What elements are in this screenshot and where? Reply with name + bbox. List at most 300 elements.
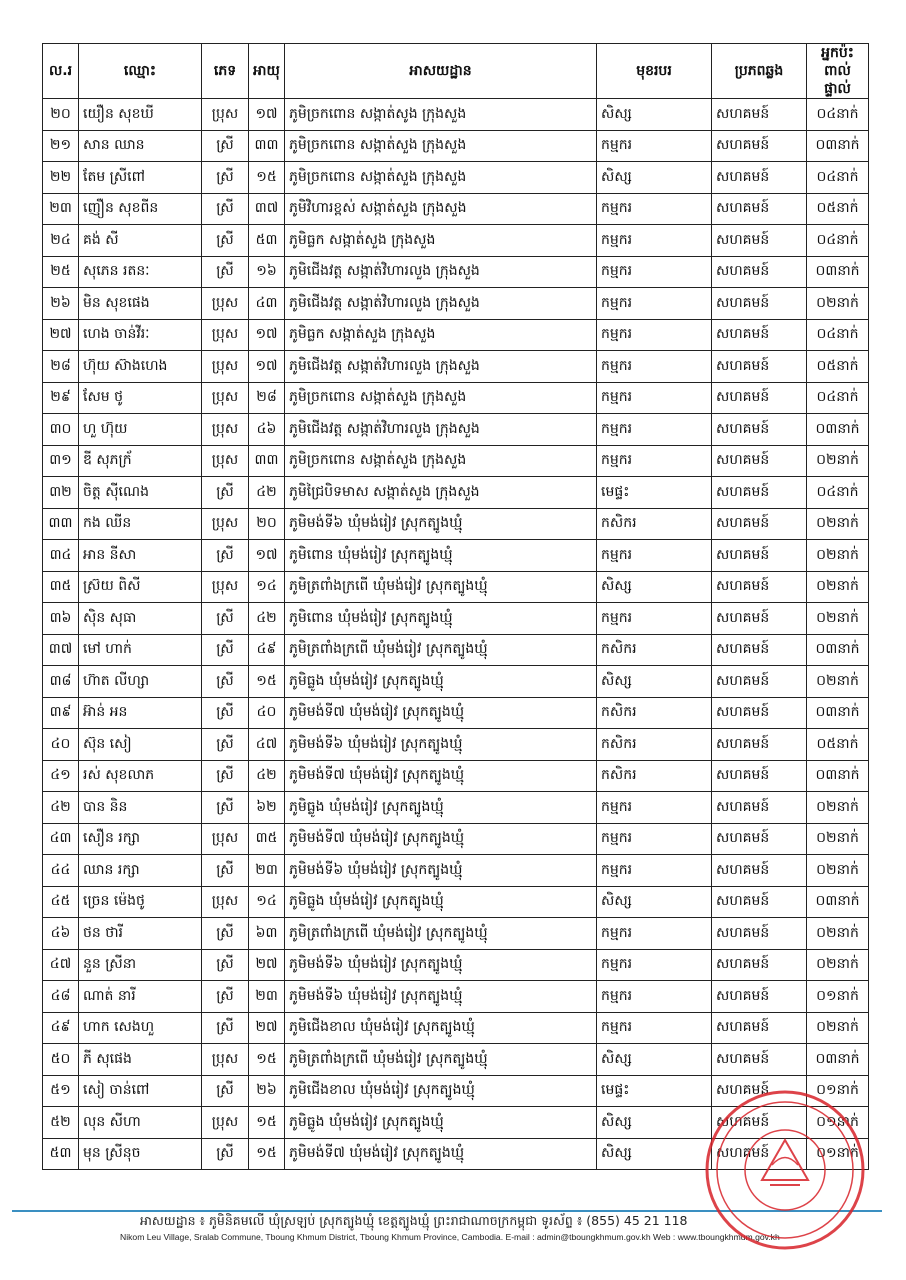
address-cell: ភូមិធ្លូង ឃុំមង់រៀវ ស្រុកត្បូងឃ្មុំ <box>285 1107 597 1139</box>
person-name: សាន ឈាន <box>79 130 202 162</box>
table-row <box>43 162 869 194</box>
row-number: ៣១ <box>43 445 79 477</box>
occupation-cell: កសិករ <box>597 508 712 540</box>
age-cell: ១៤ <box>249 571 285 603</box>
occupation-cell: សិស្ស <box>597 99 712 131</box>
contact-count-cell: ០២នាក់ <box>807 540 869 572</box>
occupation-cell: កម្មករ <box>597 351 712 383</box>
infection-source-cell: សហគមន៍ <box>712 634 807 666</box>
contact-count-cell: ០១នាក់ <box>807 981 869 1013</box>
occupation-cell: កសិករ <box>597 760 712 792</box>
infection-source-cell: សហគមន៍ <box>712 981 807 1013</box>
gender-cell: ប្រុស <box>202 288 249 320</box>
contact-count-cell: ០៣នាក់ <box>807 697 869 729</box>
gender-cell: ស្រី <box>202 540 249 572</box>
age-cell: ១៧ <box>249 351 285 383</box>
col-header-num: ល.រ <box>43 44 79 99</box>
gender-cell: ប្រុស <box>202 382 249 414</box>
address-cell: ភូមិច្រកពោន សង្កាត់សួង ក្រុងសួង <box>285 382 597 414</box>
contact-count-cell: ០២នាក់ <box>807 571 869 603</box>
official-seal-stamp <box>700 1085 870 1255</box>
row-number: ២៩ <box>43 382 79 414</box>
person-name: អ៊ាន់ អន <box>79 697 202 729</box>
gender-cell: ប្រុស <box>202 319 249 351</box>
address-cell: ភូមិមង់ទី៦ ឃុំមង់រៀវ ស្រុកត្បូងឃ្មុំ <box>285 949 597 981</box>
table-row <box>43 477 869 509</box>
contact-count-cell: ០១នាក់ <box>807 1075 869 1107</box>
infection-source-cell: សហគមន៍ <box>712 256 807 288</box>
gender-cell: ស្រី <box>202 634 249 666</box>
infection-source-cell: សហគមន៍ <box>712 603 807 635</box>
gender-cell: ស្រី <box>202 666 249 698</box>
address-cell: ភូមិមង់ទី៦ ឃុំមង់រៀវ ស្រុកត្បូងឃ្មុំ <box>285 855 597 887</box>
gender-cell: ស្រី <box>202 225 249 257</box>
address-cell: ភូមិច្រកពោន សង្កាត់សូង ក្រុងសួង <box>285 99 597 131</box>
address-cell: ភូមិត្រពាំងក្រពើ ឃុំមង់រៀវ ស្រុកត្បូងឃ្មុំ <box>285 1044 597 1076</box>
infection-source-cell: សហគមន៍ <box>712 760 807 792</box>
address-cell: ភូមិជើងវត្ត សង្កាត់វិហារលួង ក្រុងសួង <box>285 351 597 383</box>
gender-cell: ស្រី <box>202 729 249 761</box>
age-cell: ១៥ <box>249 1107 285 1139</box>
gender-cell: ស្រី <box>202 1075 249 1107</box>
table-row <box>43 382 869 414</box>
infection-source-cell: សហគមន៍ <box>712 949 807 981</box>
row-number: ៣៩ <box>43 697 79 729</box>
row-number: ៤៦ <box>43 918 79 950</box>
row-number: ២៣ <box>43 193 79 225</box>
table-row <box>43 319 869 351</box>
infection-source-cell: សហគមន៍ <box>712 1044 807 1076</box>
infection-source-cell: សហគមន៍ <box>712 1138 807 1170</box>
row-number: ៤៥ <box>43 886 79 918</box>
table-row <box>43 603 869 635</box>
infection-source-cell: សហគមន៍ <box>712 697 807 729</box>
infection-source-cell: សហគមន៍ <box>712 477 807 509</box>
person-name: លុន សីហា <box>79 1107 202 1139</box>
row-number: ៤០ <box>43 729 79 761</box>
row-number: ២២ <box>43 162 79 194</box>
row-number: ៣៦ <box>43 603 79 635</box>
age-cell: ៤៦ <box>249 414 285 446</box>
infection-source-cell: សហគមន៍ <box>712 855 807 887</box>
table-row <box>43 634 869 666</box>
row-number: ៤៧ <box>43 949 79 981</box>
row-number: ២០ <box>43 99 79 131</box>
col-header-contacts: អ្នកប៉ះពាល់ផ្ទាល់ <box>807 44 869 99</box>
occupation-cell: សិស្ស <box>597 571 712 603</box>
person-name: គង់ សី <box>79 225 202 257</box>
contact-count-cell: ០២នាក់ <box>807 792 869 824</box>
row-number: ៣០ <box>43 414 79 446</box>
contact-count-cell: ០២នាក់ <box>807 666 869 698</box>
contact-count-cell: ០៣នាក់ <box>807 130 869 162</box>
contact-count-cell: ០២នាក់ <box>807 288 869 320</box>
footer-address-english: Nikom Leu Village, Sralab Commune, Tboung Khmum District, Tboung Khmum Province, Cambodia. E-mail : admin@tboungkhmum.gov.kh Web : www.tboungkhmum.gov.kh <box>120 1232 780 1242</box>
contact-count-cell: ០៣នាក់ <box>807 634 869 666</box>
table-row <box>43 886 869 918</box>
footer-address-khmer: អាសយដ្ឋាន ៖ ភូមិនិគមលើ ឃុំស្រឡប់ ស្រុកត្បូងឃ្មុំ ខេត្តត្បូងឃ្មុំ ព្រះរាជាណាចក្រកម្ពុជា ទូរស័ព្ទ ៖ (855) 45 21 118 <box>140 1213 688 1228</box>
age-cell: ៦៣ <box>249 918 285 950</box>
row-number: ២៨ <box>43 351 79 383</box>
address-cell: ភូមិវិហារខ្ពស់ សង្កាត់សួង ក្រុងសួង <box>285 193 597 225</box>
person-name: កង ឈីន <box>79 508 202 540</box>
occupation-cell: កម្មករ <box>597 949 712 981</box>
occupation-cell: កម្មករ <box>597 382 712 414</box>
row-number: ២៧ <box>43 319 79 351</box>
age-cell: ៦២ <box>249 792 285 824</box>
row-number: ៤១ <box>43 760 79 792</box>
table-row <box>43 697 869 729</box>
table-row <box>43 225 869 257</box>
infection-source-cell: សហគមន៍ <box>712 540 807 572</box>
age-cell: ៤០ <box>249 697 285 729</box>
contact-count-cell: ០៤នាក់ <box>807 225 869 257</box>
address-cell: ភូមិជើងវត្ត សង្កាត់វិហារលួង ក្រុងសួង <box>285 414 597 446</box>
gender-cell: ស្រី <box>202 760 249 792</box>
infection-source-cell: សហគមន៍ <box>712 319 807 351</box>
address-cell: ភូមិធ្លូង ឃុំមង់រៀវ ស្រុកត្បូងឃ្មុំ <box>285 886 597 918</box>
person-name: ឌី សុភក្រ័ <box>79 445 202 477</box>
row-number: ២១ <box>43 130 79 162</box>
person-name: មុន ស្រីនុច <box>79 1138 202 1170</box>
infection-source-cell: សហគមន៍ <box>712 1012 807 1044</box>
infection-source-cell: សហគមន៍ <box>712 382 807 414</box>
age-cell: ១៥ <box>249 162 285 194</box>
address-cell: ភូមិមង់ទី៧ ឃុំមង់រៀវ ស្រុកត្បូងឃ្មុំ <box>285 823 597 855</box>
contact-count-cell: ០២នាក់ <box>807 823 869 855</box>
occupation-cell: សិស្ស <box>597 1044 712 1076</box>
row-number: ៥០ <box>43 1044 79 1076</box>
row-number: ៤២ <box>43 792 79 824</box>
row-number: ៣៥ <box>43 571 79 603</box>
age-cell: ២៧ <box>249 949 285 981</box>
person-name: សុភេន រតនៈ <box>79 256 202 288</box>
person-name: សឿន រក្សា <box>79 823 202 855</box>
contact-count-cell: ០១នាក់ <box>807 1107 869 1139</box>
person-name: ញឿន សុខពីន <box>79 193 202 225</box>
gender-cell: ប្រុស <box>202 351 249 383</box>
table-header-row <box>43 44 869 99</box>
infection-source-cell: សហគមន៍ <box>712 351 807 383</box>
age-cell: ៣៣ <box>249 130 285 162</box>
age-cell: ២៦ <box>249 1075 285 1107</box>
person-name: ហ៊ុយ ស៊ាងហេង <box>79 351 202 383</box>
table-row <box>43 445 869 477</box>
table-row <box>43 666 869 698</box>
row-number: ៣៨ <box>43 666 79 698</box>
gender-cell: ស្រី <box>202 855 249 887</box>
col-header-address: អាសយដ្ឋាន <box>285 44 597 99</box>
row-number: ៥៣ <box>43 1138 79 1170</box>
age-cell: ៤៣ <box>249 288 285 320</box>
infection-source-cell: សហគមន៍ <box>712 445 807 477</box>
gender-cell: ប្រុស <box>202 445 249 477</box>
gender-cell: ស្រី <box>202 162 249 194</box>
address-cell: ភូមិត្រពាំងក្រពើ ឃុំមង់រៀវ ស្រុកត្បូងឃ្មុំ <box>285 634 597 666</box>
occupation-cell: កសិករ <box>597 729 712 761</box>
case-table-container <box>42 43 868 1170</box>
age-cell: ៣៥ <box>249 823 285 855</box>
occupation-cell: កម្មករ <box>597 319 712 351</box>
address-cell: ភូមិច្រកពោន សង្កាត់សួង ក្រុងសួង <box>285 130 597 162</box>
age-cell: ៤២ <box>249 760 285 792</box>
gender-cell: ស្រី <box>202 130 249 162</box>
occupation-cell: កម្មករ <box>597 130 712 162</box>
infection-source-cell: សហគមន៍ <box>712 571 807 603</box>
row-number: ២៤ <box>43 225 79 257</box>
contact-count-cell: ០២នាក់ <box>807 603 869 635</box>
age-cell: ៤៧ <box>249 729 285 761</box>
contact-count-cell: ០៤នាក់ <box>807 162 869 194</box>
contact-count-cell: ០២នាក់ <box>807 508 869 540</box>
gender-cell: ប្រុស <box>202 99 249 131</box>
address-cell: ភូមិធ្លូង ឃុំមង់រៀវ ស្រុកត្បូងឃ្មុំ <box>285 666 597 698</box>
contact-count-cell: ០៣នាក់ <box>807 760 869 792</box>
address-cell: ភូមិពោន ឃុំមង់រៀវ ស្រុកត្បូងឃ្មុំ <box>285 540 597 572</box>
address-cell: ភូមិមង់ទី៧ ឃុំមង់រៀវ ស្រុកត្បូងឃ្មុំ <box>285 1138 597 1170</box>
address-cell: ភូមិត្រពាំងក្រពើ ឃុំមង់រៀវ ស្រុកត្បូងឃ្មុំ <box>285 571 597 603</box>
table-row <box>43 130 869 162</box>
occupation-cell: កម្មករ <box>597 792 712 824</box>
table-row <box>43 855 869 887</box>
address-cell: ភូមិច្រកពោន សង្កាត់សួង ក្រុងសួង <box>285 445 597 477</box>
table-row <box>43 99 869 131</box>
contact-count-cell: ០៥នាក់ <box>807 351 869 383</box>
age-cell: ១៤ <box>249 886 285 918</box>
address-cell: ភូមិធ្លក សង្កាត់សួង ក្រុងសួង <box>285 319 597 351</box>
row-number: ២៥ <box>43 256 79 288</box>
contact-count-cell: ០៣នាក់ <box>807 1044 869 1076</box>
gender-cell: ស្រី <box>202 981 249 1013</box>
occupation-cell: មេផ្ទះ <box>597 1075 712 1107</box>
infection-source-cell: សហគមន៍ <box>712 414 807 446</box>
row-number: ៣៧ <box>43 634 79 666</box>
infection-source-cell: សហគមន៍ <box>712 130 807 162</box>
age-cell: ១៥ <box>249 666 285 698</box>
occupation-cell: កម្មករ <box>597 288 712 320</box>
contact-count-cell: ០៤នាក់ <box>807 99 869 131</box>
age-cell: ២៣ <box>249 981 285 1013</box>
occupation-cell: កម្មករ <box>597 540 712 572</box>
person-name: បាន និន <box>79 792 202 824</box>
occupation-cell: សិស្ស <box>597 1138 712 1170</box>
occupation-cell: កម្មករ <box>597 414 712 446</box>
address-cell: ភូមិមង់ទី៧ ឃុំមង់រៀវ ស្រុកត្បូងឃ្មុំ <box>285 697 597 729</box>
occupation-cell: កម្មករ <box>597 445 712 477</box>
table-row <box>43 918 869 950</box>
gender-cell: ប្រុស <box>202 508 249 540</box>
contact-count-cell: ០៣នាក់ <box>807 414 869 446</box>
gender-cell: ស្រី <box>202 918 249 950</box>
table-row <box>43 949 869 981</box>
address-cell: ភូមិច្រកពោន សង្កាត់សួង ក្រុងសួង <box>285 162 597 194</box>
col-header-source: ប្រភពឆ្លង <box>712 44 807 99</box>
person-name: មិន សុខផេង <box>79 288 202 320</box>
contact-count-cell: ០១នាក់ <box>807 1138 869 1170</box>
contact-count-cell: ០២នាក់ <box>807 445 869 477</box>
infection-source-cell: សហគមន៍ <box>712 918 807 950</box>
occupation-cell: កម្មករ <box>597 918 712 950</box>
address-cell: ភូមិមង់ទី៧ ឃុំមង់រៀវ ស្រុកត្បូងឃ្មុំ <box>285 760 597 792</box>
contact-count-cell: ០៣នាក់ <box>807 886 869 918</box>
contact-count-cell: ០៥នាក់ <box>807 729 869 761</box>
row-number: ២៦ <box>43 288 79 320</box>
address-cell: ភូមិជើងខាល ឃុំមង់រៀវ ស្រុកត្បូងឃ្មុំ <box>285 1012 597 1044</box>
person-name: ស៊ិន សុធា <box>79 603 202 635</box>
person-name: ហ៊ាត លីហ្សា <box>79 666 202 698</box>
person-name: ភី សុផេង <box>79 1044 202 1076</box>
occupation-cell: កម្មករ <box>597 981 712 1013</box>
gender-cell: ប្រុស <box>202 886 249 918</box>
infection-source-cell: សហគមន៍ <box>712 823 807 855</box>
table-row <box>43 256 869 288</box>
infection-source-cell: សហគមន៍ <box>712 508 807 540</box>
age-cell: ២៨ <box>249 382 285 414</box>
gender-cell: ប្រុស <box>202 823 249 855</box>
person-name: សែម ថូ <box>79 382 202 414</box>
row-number: ៣៤ <box>43 540 79 572</box>
address-cell: ភូមិត្រពាំងក្រពើ ឃុំមង់រៀវ ស្រុកត្បូងឃ្មុំ <box>285 918 597 950</box>
table-row <box>43 193 869 225</box>
infection-source-cell: សហគមន៍ <box>712 1107 807 1139</box>
gender-cell: ស្រី <box>202 477 249 509</box>
person-name: រស់ សុខលាភ <box>79 760 202 792</box>
row-number: ៥១ <box>43 1075 79 1107</box>
table-row <box>43 414 869 446</box>
age-cell: ៤២ <box>249 603 285 635</box>
address-cell: ភូមិជើងវត្ត សង្កាត់វិហារលួង ក្រុងសួង <box>285 256 597 288</box>
infection-source-cell: សហគមន៍ <box>712 288 807 320</box>
infection-source-cell: សហគមន៍ <box>712 193 807 225</box>
person-name: ហេង ចាន់វីរៈ <box>79 319 202 351</box>
infection-source-cell: សហគមន៍ <box>712 1075 807 1107</box>
age-cell: ៤២ <box>249 477 285 509</box>
table-row <box>43 288 869 320</box>
table-row <box>43 792 869 824</box>
gender-cell: ស្រី <box>202 792 249 824</box>
address-cell: ភូមិមង់ទី៦ ឃុំមង់រៀវ ស្រុកត្បូងឃ្មុំ <box>285 508 597 540</box>
person-name: តែម ស្រីពៅ <box>79 162 202 194</box>
gender-cell: ស្រី <box>202 1012 249 1044</box>
row-number: ៣២ <box>43 477 79 509</box>
person-name: ឈាន រក្សា <box>79 855 202 887</box>
col-header-age: អាយុ <box>249 44 285 99</box>
age-cell: ១៧ <box>249 540 285 572</box>
person-name: ស៊ុន សៀ <box>79 729 202 761</box>
address-cell: ភូមិមង់ទី៦ ឃុំមង់រៀវ ស្រុកត្បូងឃ្មុំ <box>285 981 597 1013</box>
gender-cell: ស្រី <box>202 949 249 981</box>
gender-cell: ប្រុស <box>202 1044 249 1076</box>
gender-cell: ប្រុស <box>202 414 249 446</box>
occupation-cell: កម្មករ <box>597 823 712 855</box>
age-cell: ៤៩ <box>249 634 285 666</box>
person-name: នួន ស្រីនា <box>79 949 202 981</box>
row-number: ៤៣ <box>43 823 79 855</box>
person-name: ចិត្ត ស៊ីណេង <box>79 477 202 509</box>
occupation-cell: សិស្ស <box>597 162 712 194</box>
infection-source-cell: សហគមន៍ <box>712 99 807 131</box>
gender-cell: ស្រី <box>202 697 249 729</box>
age-cell: ២៧ <box>249 1012 285 1044</box>
occupation-cell: សិស្ស <box>597 666 712 698</box>
address-cell: ភូមិធ្លូង ឃុំមង់រៀវ ស្រុកត្បូងឃ្មុំ <box>285 792 597 824</box>
case-table <box>42 43 869 1170</box>
person-name: ហាក សេងហួ <box>79 1012 202 1044</box>
occupation-cell: កសិករ <box>597 697 712 729</box>
table-row <box>43 508 869 540</box>
person-name: ថន ថារី <box>79 918 202 950</box>
infection-source-cell: សហគមន៍ <box>712 225 807 257</box>
gender-cell: ប្រុស <box>202 1107 249 1139</box>
col-header-name: ឈ្មោះ <box>79 44 202 99</box>
occupation-cell: កម្មករ <box>597 225 712 257</box>
row-number: ៥២ <box>43 1107 79 1139</box>
person-name: មៅ ហាក់ <box>79 634 202 666</box>
contact-count-cell: ០៣នាក់ <box>807 256 869 288</box>
contact-count-cell: ០៤នាក់ <box>807 319 869 351</box>
address-cell: ភូមិជើងខាល ឃុំមង់រៀវ ស្រុកត្បូងឃ្មុំ <box>285 1075 597 1107</box>
age-cell: ៣៧ <box>249 193 285 225</box>
contact-count-cell: ០៤នាក់ <box>807 382 869 414</box>
person-name: ណាត់ នារី <box>79 981 202 1013</box>
age-cell: ២០ <box>249 508 285 540</box>
address-cell: ភូមិធ្លក សង្កាត់សួង ក្រុងសួង <box>285 225 597 257</box>
gender-cell: ស្រី <box>202 256 249 288</box>
row-number: ៣៣ <box>43 508 79 540</box>
occupation-cell: កម្មករ <box>597 193 712 225</box>
age-cell: ២៣ <box>249 855 285 887</box>
table-row <box>43 571 869 603</box>
contact-count-cell: ០២នាក់ <box>807 918 869 950</box>
age-cell: ៣៣ <box>249 445 285 477</box>
age-cell: ១៧ <box>249 99 285 131</box>
age-cell: ១៥ <box>249 1044 285 1076</box>
row-number: ៤៨ <box>43 981 79 1013</box>
table-row <box>43 1044 869 1076</box>
gender-cell: ប្រុស <box>202 571 249 603</box>
occupation-cell: កម្មករ <box>597 855 712 887</box>
table-row <box>43 540 869 572</box>
table-row <box>43 760 869 792</box>
person-name: សៀ ចាន់ពៅ <box>79 1075 202 1107</box>
table-row <box>43 981 869 1013</box>
occupation-cell: កសិករ <box>597 634 712 666</box>
person-name: ស្រ៊យ ពិសី <box>79 571 202 603</box>
col-header-occupation: មុខរបរ <box>597 44 712 99</box>
infection-source-cell: សហគមន៍ <box>712 792 807 824</box>
occupation-cell: កម្មករ <box>597 256 712 288</box>
table-row <box>43 823 869 855</box>
table-row <box>43 351 869 383</box>
col-header-gender: ភេទ <box>202 44 249 99</box>
infection-source-cell: សហគមន៍ <box>712 666 807 698</box>
person-name: អាន នីសា <box>79 540 202 572</box>
person-name: យឿន សុខឃី <box>79 99 202 131</box>
infection-source-cell: សហគមន៍ <box>712 886 807 918</box>
occupation-cell: កម្មករ <box>597 603 712 635</box>
table-row <box>43 729 869 761</box>
contact-count-cell: ០៤នាក់ <box>807 477 869 509</box>
row-number: ៤៤ <box>43 855 79 887</box>
contact-count-cell: ០២នាក់ <box>807 855 869 887</box>
occupation-cell: សិស្ស <box>597 1107 712 1139</box>
table-row <box>43 1012 869 1044</box>
contact-count-cell: ០២នាក់ <box>807 1012 869 1044</box>
person-name: ច្រេន ម៉េងថូ <box>79 886 202 918</box>
age-cell: ៥៣ <box>249 225 285 257</box>
occupation-cell: មេផ្ទះ <box>597 477 712 509</box>
gender-cell: ស្រី <box>202 1138 249 1170</box>
